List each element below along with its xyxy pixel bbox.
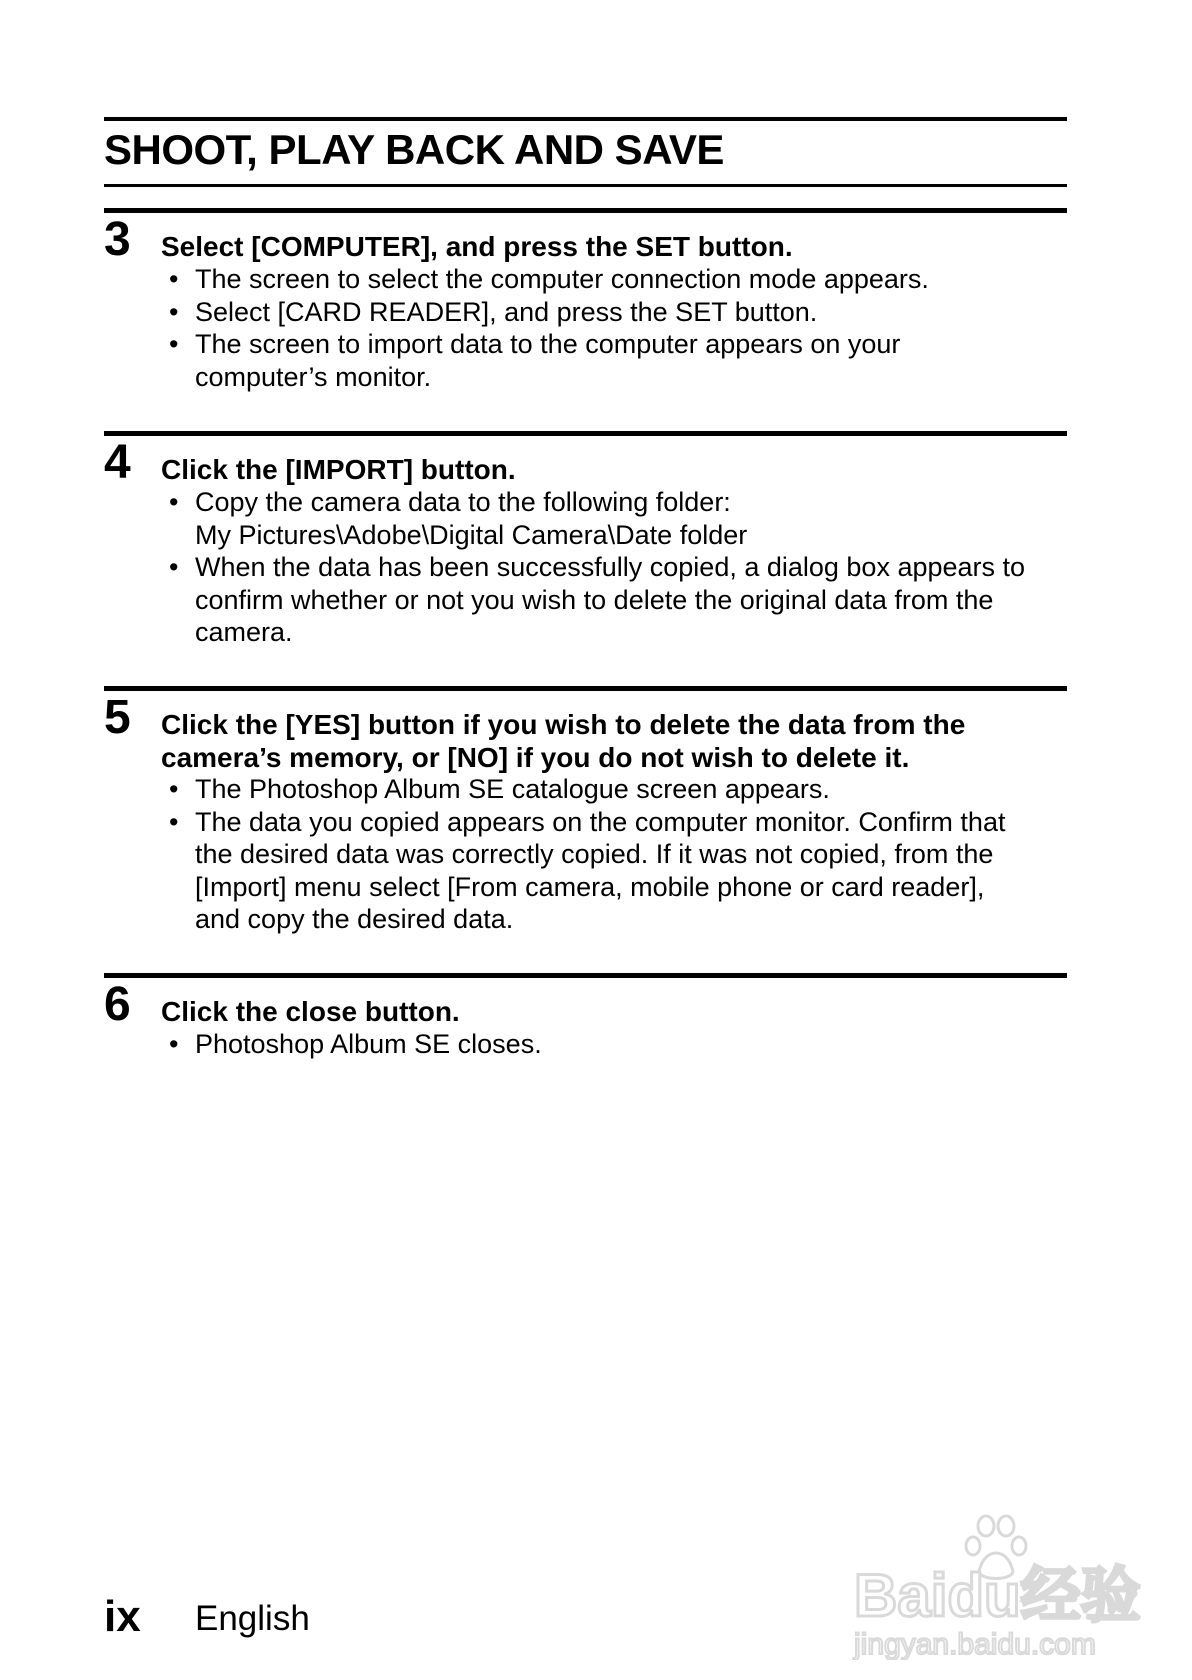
bullet-item [161, 806, 1067, 936]
page-language: English [195, 1599, 310, 1638]
step-3-rule [104, 208, 1067, 213]
bullet-text: The data you copied appears on the computer monitor. Confirm that the desired data was correctly copied. If it was not copied, from the [Import] menu select [From camera, mobile phone or card reader], and copy the desired data. [195, 806, 1006, 934]
page-number: ix [104, 1592, 141, 1641]
bullet-icon: • [169, 1029, 179, 1059]
bullet-text: Copy the camera data to the following folder: My Pictures\Adobe\Digital Camera\Date folder [195, 487, 748, 550]
bullet-icon: • [169, 264, 179, 294]
bullet-text: Photoshop Album SE closes. [195, 1029, 542, 1059]
watermark-brand: Baidu经验 [854, 1562, 1141, 1629]
header-top-rule [104, 117, 1067, 121]
bullet-text: The Photoshop Album SE catalogue screen appears. [195, 774, 830, 804]
bullet-item [161, 296, 1067, 329]
step-5-rule [104, 686, 1067, 691]
bullet-item [161, 328, 1067, 393]
bullet-icon: • [169, 774, 179, 804]
bullet-icon: • [169, 296, 179, 327]
step-4-rule [104, 431, 1067, 436]
bullet-text: The screen to import data to the computer appears on your computer’s monitor. [195, 329, 901, 392]
step-number: 6 [104, 978, 131, 1031]
step-number: 3 [104, 213, 131, 266]
step-bullets [161, 773, 1067, 936]
watermark-url: jingyan.baidu.com [854, 1628, 1096, 1660]
bullet-icon: • [169, 806, 179, 837]
step-heading: Select [COMPUTER], and press the SET button. [161, 231, 793, 262]
step-heading: Click the [YES] button if you wish to delete the data from the camera’s memory, or [NO] if you do not wish to delete it. [161, 709, 966, 773]
bullet-icon: • [169, 487, 179, 517]
step-heading: Click the close button. [161, 996, 460, 1027]
bullet-item [161, 486, 1067, 551]
bullet-icon: • [169, 552, 179, 582]
step-bullets [161, 486, 1067, 649]
header-bottom-rule [104, 184, 1067, 187]
step-bullets [161, 263, 1067, 393]
step-number: 5 [104, 691, 131, 744]
baidu-watermark-icon [850, 1510, 1150, 1660]
bullet-text: The screen to select the computer connection mode appears. [195, 264, 929, 294]
page-title: SHOOT, PLAY BACK AND SAVE [104, 126, 724, 173]
bullet-item [161, 1028, 1067, 1061]
bullet-item [161, 551, 1067, 649]
step-heading: Click the [IMPORT] button. [161, 454, 516, 485]
bullet-text: Select [CARD READER], and press the SET button. [195, 296, 818, 327]
bullet-item [161, 263, 1067, 296]
step-6-rule [104, 973, 1067, 978]
bullet-icon: • [169, 329, 179, 359]
bullet-item [161, 773, 1067, 806]
step-bullets [161, 1028, 1067, 1061]
step-number: 4 [104, 436, 131, 489]
bullet-text: When the data has been successfully copied, a dialog box appears to confirm whether or not you wish to delete the original data from the camera. [195, 552, 1026, 647]
